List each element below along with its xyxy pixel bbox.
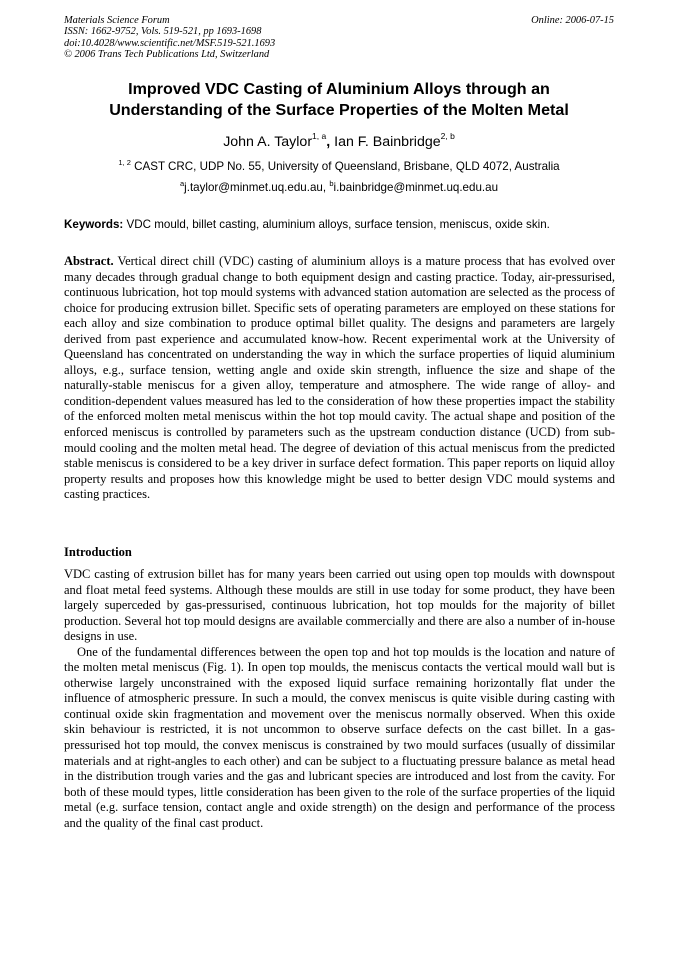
affiliation-sup: 1, 2: [118, 158, 131, 168]
email-b: i.bainbridge@minmet.uq.edu.au: [333, 181, 499, 194]
title-line-1: Improved VDC Casting of Aluminium Alloys through an: [128, 80, 550, 98]
keywords: [64, 218, 614, 232]
abstract-text: Vertical direct chill (VDC) casting of aluminium alloys is a mature process that has evolved over many decades through gradual change to both equipment design and casting practice. Today, air-pressurised, continuous lubrication, hot top mould systems with advanced station automation are selected as the process of choice for producing extrusion billet. Specific sets of operating parameters are employed on these stations for each alloy and size combination to produce optimal billet quality. The designs and parameters are largely derived from past experience and accumulated know-how. Recent experimental work at the University of Queensland has concentrated on understanding the way in which the surface properties of liquid aluminium alloys, e.g., surface tension, wetting angle and oxide skin strength, influence the size and shape of the naturally-stable meniscus for a given alloy, temperature and atmosphere. The wide range of alloy- and condition-dependent values measured has led to the consideration of how these properties impact the stability of the enforced molten metal meniscus within the hot top mould cavity. The actual shape and position of the enforced meniscus is controlled by parameters such as the upstream conduction distance (UCD) from sub-mould cooling and the molten metal head. The degree of deviation of this actual meniscus from the predicted stable meniscus is considered to be a key driver in surface defect formation. This paper reports on liquid alloy property results and proposes how this knowledge might be used to better design VDC mould systems and casting practices.: [64, 254, 615, 502]
keywords-text: VDC mould, billet casting, aluminium alloys, surface tension, meniscus, oxide skin.: [126, 218, 550, 231]
issn-line: ISSN: 1662-9752, Vols. 519-521, pp 1693-1698: [64, 26, 262, 38]
author-2: Ian F. Bainbridge: [334, 134, 441, 150]
doi-line: doi:10.4028/www.scientific.net/MSF.519-521.1693: [64, 37, 276, 49]
email-a-sup: a: [179, 179, 185, 189]
intro-paragraph: VDC casting of extrusion billet has for many years been carried out using open top moulds with downspout and float metal feed systems. Although these moulds are still in use today for some product, they have been largely superceded by gas-pressurised, continuous lubrication, hot top moulds for the majority of billet production. Several hot top mould designs are available commercially and there are also a number of in-house designs in use.: [64, 567, 615, 644]
email-b-sup: b: [329, 179, 334, 189]
author-emails: [64, 181, 614, 195]
abstract: [64, 254, 615, 503]
online-date: Online: 2006-07-15: [531, 15, 614, 26]
keywords-label: Keywords:: [64, 218, 124, 231]
author-list: [64, 133, 614, 151]
title-line-2: Understanding of the Surface Properties of the Molten Metal: [109, 101, 569, 119]
author-2-sup: 2, b: [440, 131, 455, 142]
intro-paragraph: One of the fundamental differences between the open top and hot top moulds is the location and nature of the molten metal meniscus (Fig. 1). In open top moulds, the meniscus contacts the vertical mould wall but is otherwise largely unconstrained with the exposed liquid surface remaining horizontally flat under the influence of atmospheric pressure. In such a mould, the convex meniscus is quite visible during casting with continual oxide skin fragmentation and movement over the meniscus normally observed. When this oxide skin behaviour is restricted, it is not uncommon to observe surface defects on the cast billet. In a gas-pressurised hot top mould, the convex meniscus is constrained by two mould surfaces (usually of dissimilar materials and at right-angles to each other) and can be subject to a fluctuating pressure balance as metal head in the distribution trough varies and the gas and lubricant species are introduced and lost from the cavity. For both of these mould types, little consideration has been given to the role of the surface properties of the liquid metal (e.g. surface tension, contact angle and oxide strength) on the design and performance of the process and the quality of the final cast product.: [64, 644, 615, 830]
author-separator: ,: [326, 134, 331, 150]
author-1-sup: 1, a: [312, 131, 327, 142]
journal-name: Materials Science Forum: [64, 15, 170, 26]
introduction-heading: Introduction: [64, 545, 132, 559]
introduction-body: [64, 567, 615, 831]
copyright-line: © 2006 Trans Tech Publications Ltd, Switzerland: [64, 49, 270, 61]
affiliation: [64, 160, 614, 174]
author-1: John A. Taylor: [223, 134, 313, 150]
journal-header: [64, 15, 275, 61]
email-a: j.taylor@minmet.uq.edu.au,: [184, 181, 327, 194]
paper-title: [64, 79, 614, 121]
abstract-label: Abstract.: [64, 254, 114, 268]
affiliation-text: CAST CRC, UDP No. 55, University of Queensland, Brisbane, QLD 4072, Australia: [134, 160, 560, 173]
